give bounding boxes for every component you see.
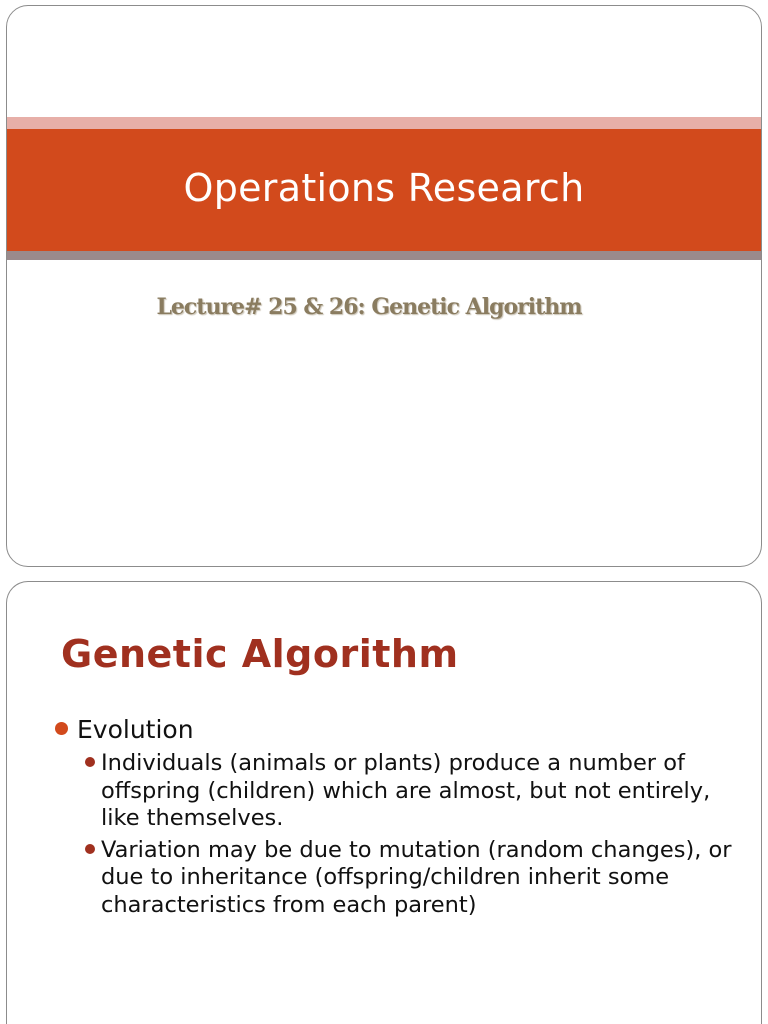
slide-subtitle: Lecture# 25 & 26: Genetic Algorithm <box>156 294 582 320</box>
title-band <box>7 129 761 251</box>
content-heading: Genetic Algorithm <box>61 632 459 676</box>
content-slide <box>6 581 762 1024</box>
sub-bullet-item <box>85 837 755 920</box>
bullet-text: Evolution <box>77 715 194 744</box>
sub-bullet-dot-icon <box>85 757 95 767</box>
title-slide <box>6 5 762 567</box>
title-band-top-stripe <box>7 117 761 129</box>
bullet-dot-icon <box>55 722 68 735</box>
sub-bullet-text: Variation may be due to mutation (random changes), or due to inheritance (offspring/children inherit some characteristics from each parent) <box>101 836 732 918</box>
sub-bullet-list <box>85 750 755 923</box>
title-band-bottom-stripe <box>7 251 761 260</box>
sub-bullet-item <box>85 750 755 833</box>
sub-bullet-text: Individuals (animals or plants) produce a number of offspring (children) which are almost, but not entirely, like themselves. <box>101 750 711 831</box>
sub-bullet-dot-icon <box>85 844 95 854</box>
bullet-level-1 <box>55 714 194 746</box>
slide-title: Operations Research <box>183 166 585 210</box>
